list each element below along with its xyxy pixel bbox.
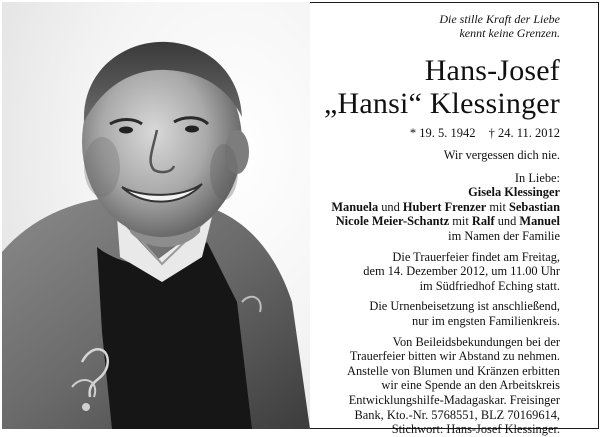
farewell-line: Wir vergessen dich nie. [443, 148, 560, 162]
donation-line-5: Stichwort: Hans-Josef Klessinger. [391, 422, 560, 437]
motto-line-1: Die stille Kraft der Liebe [439, 12, 560, 26]
urn-line-2: nur im engsten Familienkreis. [412, 313, 560, 328]
life-dates [312, 126, 560, 140]
condolence-line-1: Von Beileidsbekundungen bei der [392, 334, 560, 349]
funeral-line-2: dem 14. Dezember 2012, um 11.00 Uhr [363, 264, 560, 279]
portrait-photo [2, 2, 310, 429]
birth-date: * 19. 5. 1942 [409, 126, 476, 140]
death-date: † 24. 11. 2012 [488, 126, 560, 140]
mourner-line-2: Manuela und Hubert Frenzer mit Sebastian [331, 199, 560, 214]
funeral-line-1: Die Trauerfeier findet am Freitag, [392, 249, 560, 264]
urn-line-1: Die Urnenbeisetzung ist anschließend, [369, 299, 560, 314]
mourner-line-4: im Namen der Familie [448, 228, 560, 243]
deceased-full-name: „Hansi“ Klessinger [323, 87, 560, 120]
donation-line-4: Bank, Kto.-Nr. 5768551, BLZ 70169614, [354, 407, 560, 422]
deceased-first-name: Hans-Josef [424, 54, 560, 87]
donation-line-2: wir eine Spende an den Arbeitskreis [381, 378, 560, 393]
donation-line-3: Entwicklungshilfe-Madagaskar. Freisinger [348, 392, 560, 407]
notice-text-column [312, 12, 560, 437]
mourner-line-3: Nicole Meier-Schantz mit Ralf und Manuel [335, 214, 560, 229]
mourners-intro: In Liebe: [514, 170, 560, 185]
motto-line-2: kennt keine Grenzen. [459, 26, 560, 40]
mourner-line-1: Gisela Klessinger [468, 185, 560, 200]
funeral-line-3: im Südfriedhof Eching statt. [419, 278, 560, 293]
donation-line-1: Anstelle von Blumen und Kränzen erbitten [347, 363, 560, 378]
condolence-line-2: Trauerfeier bitten wir Abstand zu nehmen. [349, 349, 560, 364]
